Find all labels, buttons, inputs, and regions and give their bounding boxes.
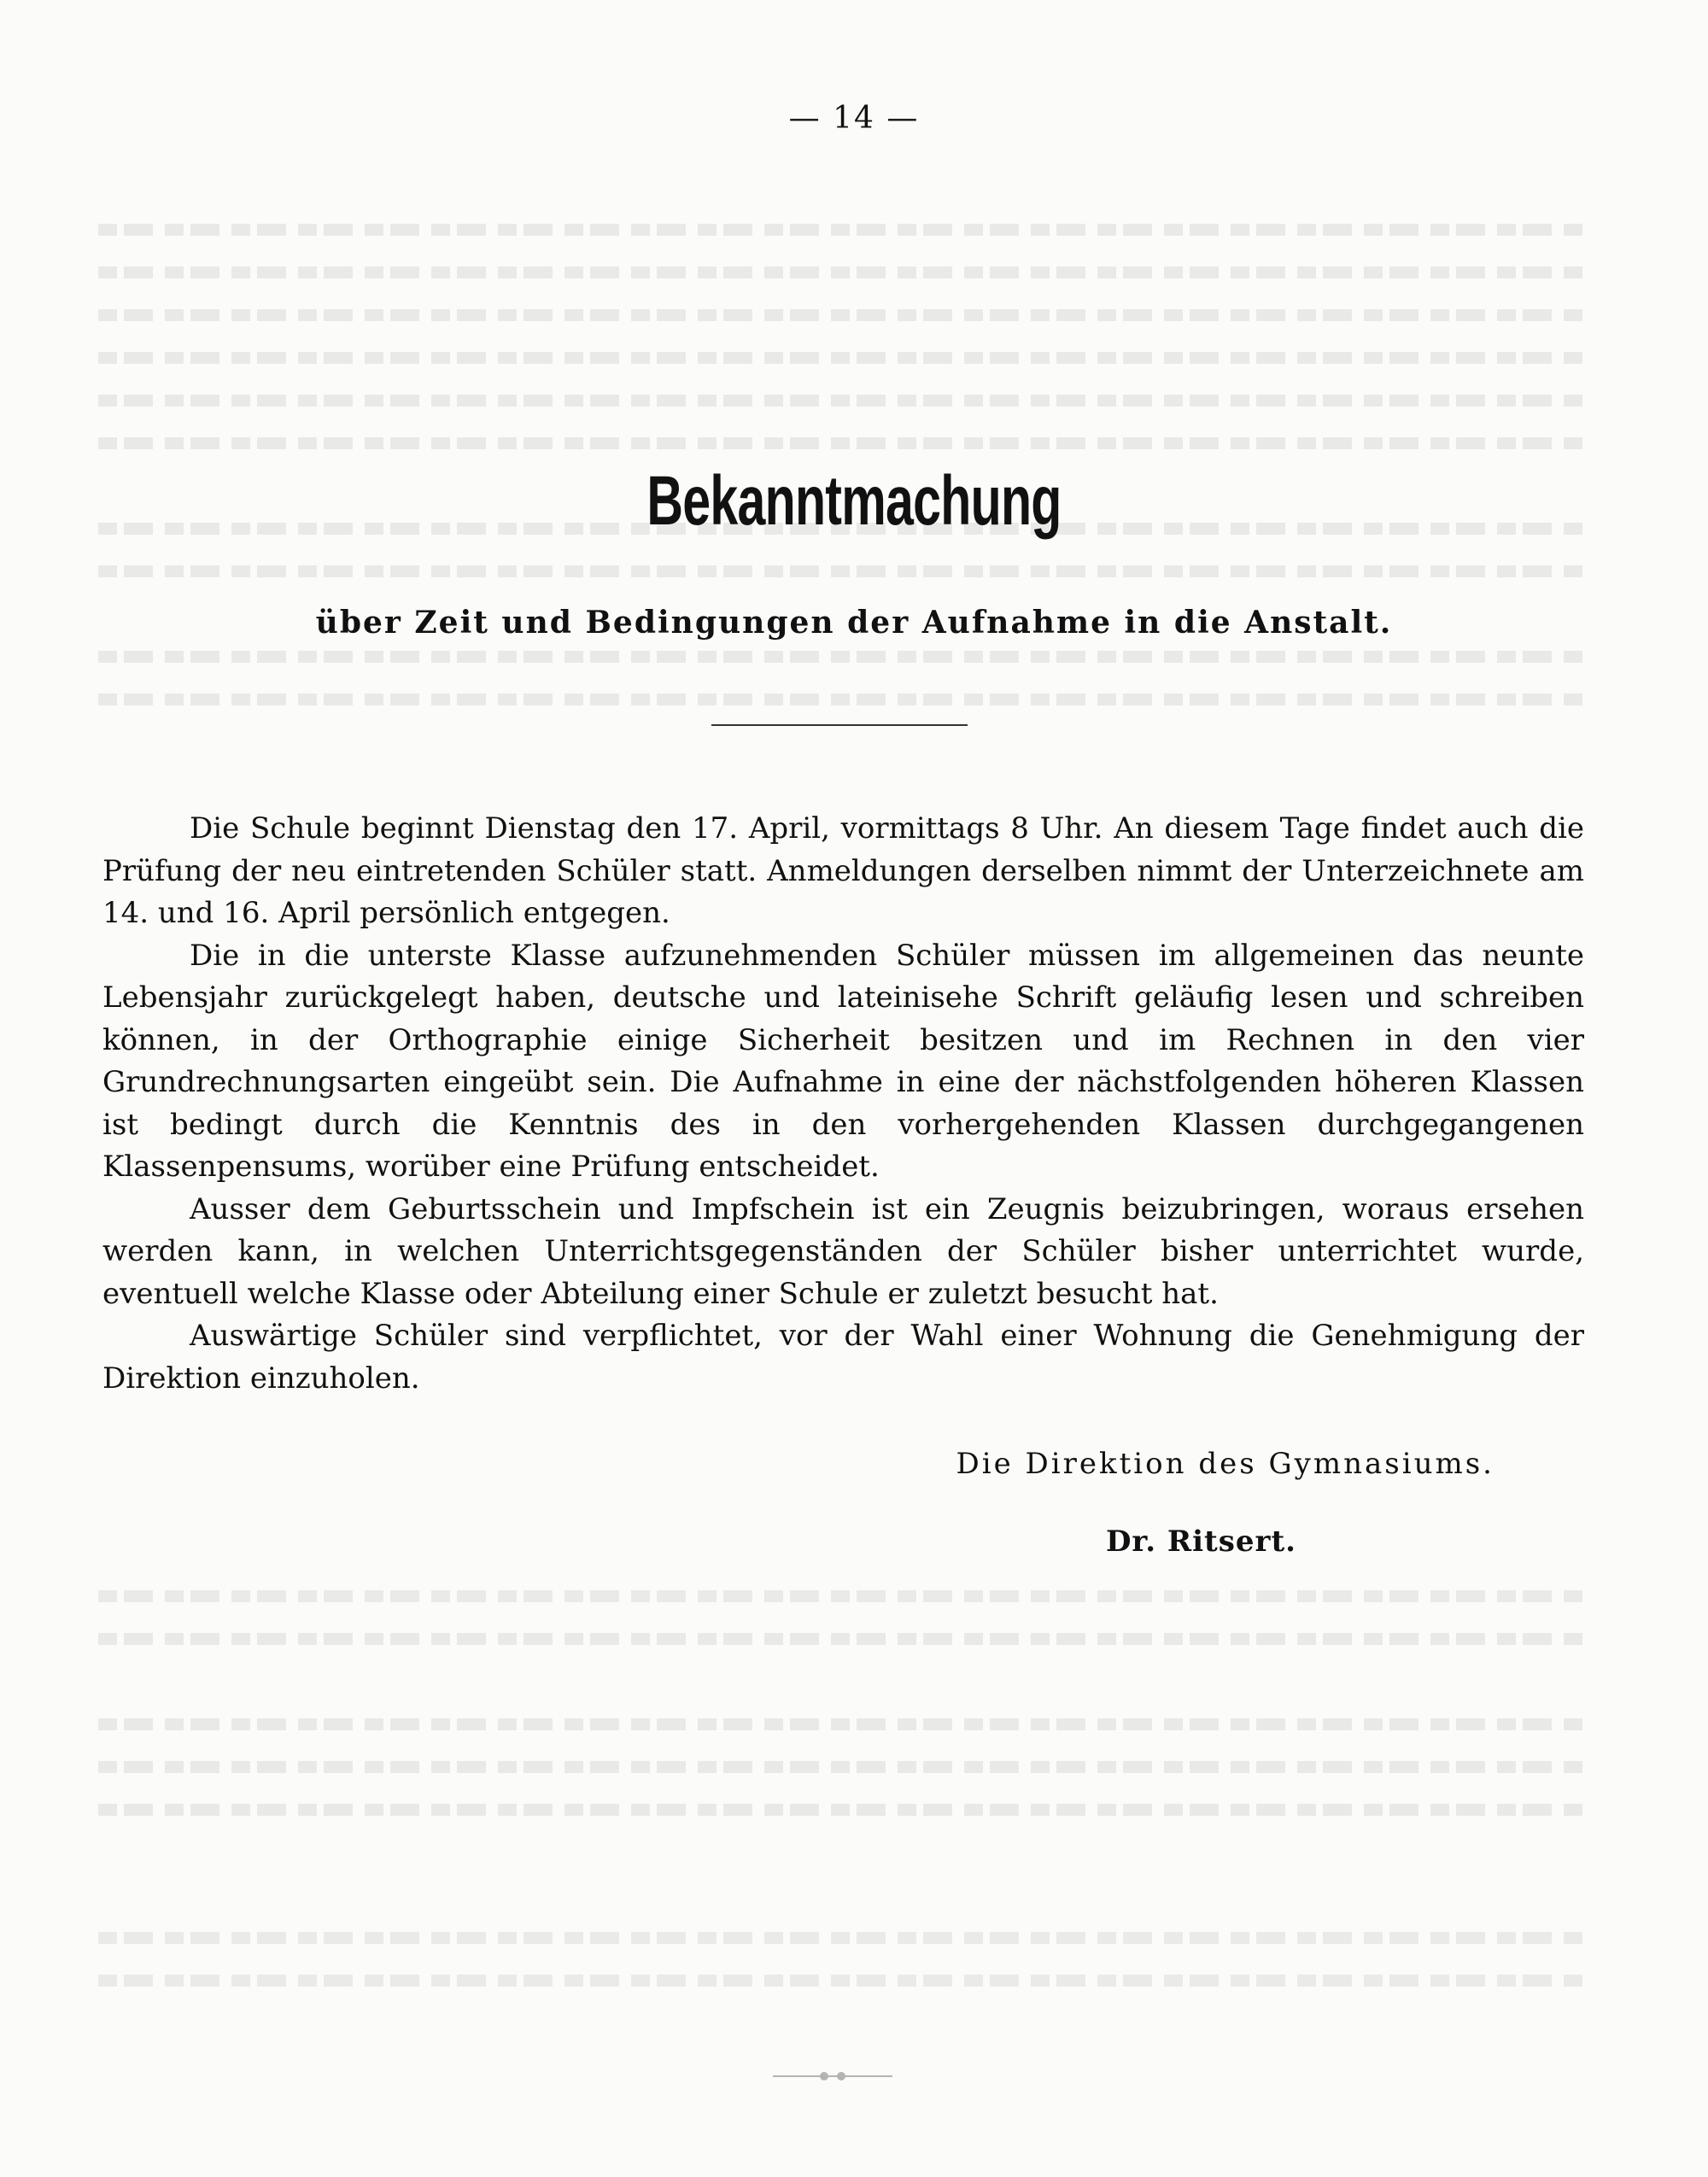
signature-office: Die Direktion des Gymnasiums.: [956, 1447, 1494, 1481]
signature-name: Dr. Ritsert.: [1105, 1524, 1296, 1559]
ornament-icon: [773, 2069, 892, 2084]
paragraph-external-students: Auswärtige Schüler sind verpflichtet, vor der Wahl einer Wohnung die Genehmigung der Direktion einzuholen.: [102, 1319, 1584, 1396]
title-divider: [711, 724, 968, 726]
paragraph-required-documents: Ausser dem Geburtsschein und Impfschein ist ein Zeugnis beizubringen, woraus ersehen werden kann, in welchen Unterrichtsgegenständen der Schüler bisher unterrichtet wurde, eventuell welche Klasse oder Abteilung einer Schule er zuletzt besucht hat.: [102, 1191, 1584, 1311]
page-subtitle: über Zeit und Bedingungen der Aufnahme in die Anstalt.: [315, 605, 1393, 641]
paragraph-admission-requirements: Die in die unterste Klasse aufzunehmenden Schüler müssen im allgemeinen das neunte Lebensjahr zurückgelegt haben, deutsche und lateinisehe Schrift geläufig lesen und schreiben können, in der Orthographie einige Sicherheit besitzen und im Rechnen in den vier Grundrechnungsarten eingeübt sein. Die Aufnahme in eine der nächstfolgenden höheren Klassen ist bedingt durch die Kenntnis des in den vorhergehenden Klassen durchgegangenen Klassenpensums, worüber eine Prüfung entscheidet.: [102, 938, 1584, 1184]
announcement-body: [102, 808, 1584, 1400]
paragraph-school-start: Die Schule beginnt Dienstag den 17. April, vormittags 8 Uhr. An diesem Tage findet auch die Prüfung der neu eintretenden Schüler statt. Anmeldungen derselben nimmt der Unterzeichnete am 14. und 16. April persönlich entgegen.: [102, 811, 1584, 930]
page-title: Bekanntmachung: [646, 462, 1062, 540]
page-number: — 14 —: [788, 101, 920, 136]
